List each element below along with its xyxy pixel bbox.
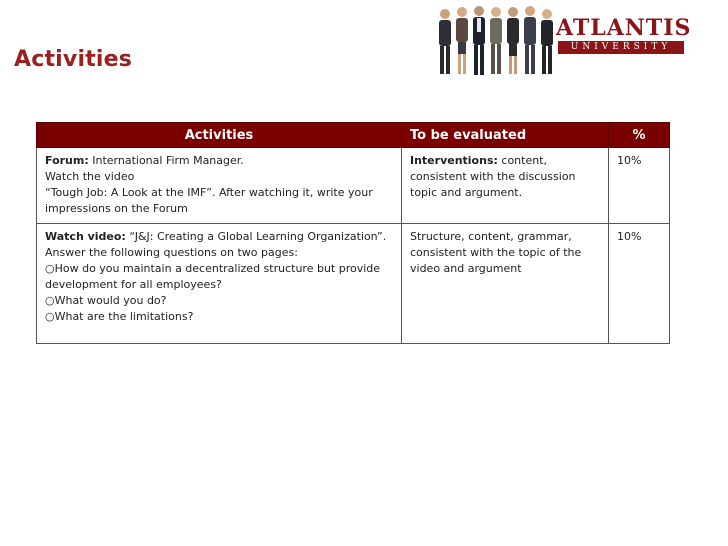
person-figure — [524, 6, 536, 74]
slide-title: Activities — [14, 47, 133, 72]
person-figure — [456, 7, 468, 74]
activity-text: Watch the video — [45, 170, 135, 183]
percent-cell: 10% — [609, 224, 670, 344]
evaluation-cell — [402, 224, 609, 344]
table-row — [37, 224, 670, 344]
activity-label: Forum: — [45, 154, 89, 167]
person-figure — [507, 7, 519, 74]
question-item: ○What are the limitations? — [45, 310, 194, 323]
header-to-be-evaluated: To be evaluated — [402, 123, 609, 148]
evaluation-text: Structure, content, grammar, consistent with the topic of the video and argument — [410, 230, 582, 275]
table-row — [37, 148, 670, 224]
activity-cell — [37, 148, 402, 224]
activity-text: Answer the following questions on two pages: — [45, 246, 298, 259]
question-item: ○How do you maintain a decentralized structure but provide development for all employees? — [45, 262, 381, 291]
person-figure — [490, 7, 502, 74]
person-figure — [541, 9, 553, 74]
activity-text: “Tough Job: A Look at the IMF”. After watching it, write your impressions on the Forum — [45, 186, 373, 215]
person-figure — [439, 9, 451, 74]
table-header-row — [37, 123, 670, 148]
evaluation-text: content, consistent with the discussion topic and argument. — [410, 154, 576, 199]
atlantis-university-logo — [556, 15, 692, 55]
logo-sub-text: UNIVERSITY — [558, 41, 684, 54]
header-activities: Activities — [37, 123, 402, 148]
percent-cell: 10% — [609, 148, 670, 224]
evaluation-cell — [402, 148, 609, 224]
logo-main-text: ATLANTIS — [556, 15, 692, 41]
activity-text: International Firm Manager. — [88, 154, 244, 167]
activity-cell — [37, 224, 402, 344]
evaluation-label: Interventions: — [410, 154, 498, 167]
activity-text: “J&J: Creating a Global Learning Organization”. — [125, 230, 387, 243]
question-item: ○What would you do? — [45, 294, 167, 307]
person-figure — [473, 6, 485, 75]
activity-label: Watch video: — [45, 230, 126, 243]
activities-table — [36, 122, 669, 344]
header-percent: % — [609, 123, 670, 148]
